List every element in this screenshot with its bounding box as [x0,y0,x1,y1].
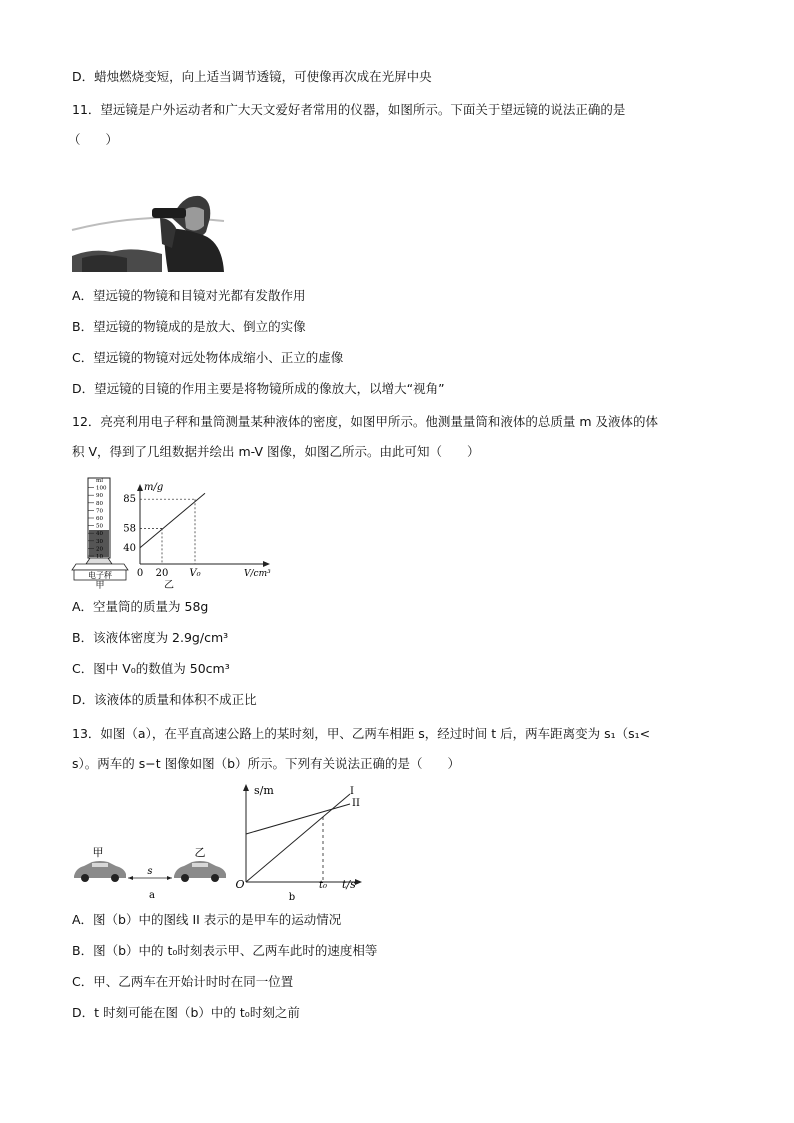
cylinder-tick-label: 60 [96,516,103,522]
st-chart [243,784,362,885]
q11-answer-paren: （ ） [68,132,119,147]
line-II-label: II [352,798,360,809]
cylinder-tick-label: 90 [96,493,103,500]
q13-option-d: D．t 时刻可能在图（b）中的 t₀时刻之前 [72,1005,300,1020]
line-I-label: I [350,786,354,797]
q12-option-b: B．该液体密度为 2.9g/cm³ [72,630,229,645]
scale-label: 电子秤 [88,571,112,580]
mv-chart [123,482,271,579]
mv-x-arrow [263,561,270,567]
q11-option-d: D．望远镜的目镜的作用主要是将物镜所成的像放大，以增大“视角” [72,381,445,396]
electronic-scale [72,564,128,580]
cylinder-tick-label: 40 [96,531,103,538]
st-x-axis-label: t/s [342,878,356,891]
distance-label: s [147,866,153,877]
label-a: a [149,890,155,901]
q12-stem-line1: 12．亮亮利用电子秤和量筒测量某种液体的密度，如图甲所示。他测量量筒和液体的总质量 m 及液体的体 [72,414,659,429]
cylinder-tick-label: 70 [96,508,103,515]
q10-option-d: D．蜡烛燃烧变短，向上适当调节透镜，可使像再次成在光屏中央 [72,69,432,84]
cylinder-tick-label: 80 [96,500,103,507]
cylinder-tick-label: 30 [96,538,103,545]
mv-y-tick-label: 40 [123,542,136,554]
mv-y-tick-label: 58 [123,523,136,535]
q11-option-a: A．望远镜的物镜和目镜对光都有发散作用 [72,288,306,303]
q11-option-c: C．望远镜的物镜对远处物体成缩小、正立的虚像 [72,350,344,365]
q12-stem-line2: 积 V，得到了几组数据并绘出 m-V 图像，如图乙所示。由此可知（ ） [72,444,480,459]
q13-stem-line2: s）。两车的 s−t 图像如图（b）所示。下列有关说法正确的是（ ） [72,756,461,771]
car-jia [74,861,126,882]
mv-x-tick-label: 20 [155,568,169,579]
q12-option-c: C．图中 V₀的数值为 50cm³ [72,661,230,676]
q13-option-c: C．甲、乙两车在开始计时时在同一位置 [72,974,294,989]
mv-x-tick-label: V₀ [189,568,201,579]
q13-option-a: A．图（b）中的图线 II 表示的是甲车的运动情况 [72,912,342,927]
st-y-axis-label: s/m [254,784,274,797]
q12-option-a: A．空量筒的质量为 58g [72,599,209,614]
cylinder-tick-label: 50 [96,523,103,530]
telescope-photo [72,188,224,272]
car-yi [174,861,226,882]
line-I [246,794,350,882]
t0-label: t₀ [318,880,328,891]
car-yi-label: 乙 [194,846,206,859]
mv-y-tick-label: 85 [123,494,136,506]
line-II [246,804,350,834]
origin-label: O [235,878,245,891]
mv-x-tick-label: 0 [136,568,144,579]
label-yi: 乙 [164,580,174,591]
label-b: b [288,892,296,903]
mv-x-axis-label: V/cm³ [244,569,271,579]
label-jia: 甲 [95,581,105,591]
q11-stem: 11．望远镜是户外运动者和广大天文爱好者常用的仪器，如图所示。下面关于望远镜的说法正确的是 [72,102,626,117]
mv-y-arrow [137,484,143,491]
q11-option-b: B．望远镜的物镜成的是放大、倒立的实像 [72,319,306,334]
cylinder-tick-label: 100 [96,485,107,492]
q12-figure [70,474,271,591]
cylinder-tick-label: 10 [96,554,103,560]
car-jia-label: 甲 [92,846,104,859]
q13-stem-line1: 13．如图（a），在平直高速公路上的某时刻，甲、乙两车相距 s，经过时间 t 后，两车距离变为 s₁（s₁< [72,726,651,741]
q13-option-b: B．图（b）中的 t₀时刻表示甲、乙两车此时的速度相等 [72,943,378,958]
cylinder-tick-label: 20 [96,546,103,553]
mv-y-axis-label: m/g [144,482,164,493]
cylinder-tick-label: ml [96,478,103,484]
q12-option-d: D．该液体的质量和体积不成正比 [72,692,257,707]
q13-figure [70,780,370,904]
